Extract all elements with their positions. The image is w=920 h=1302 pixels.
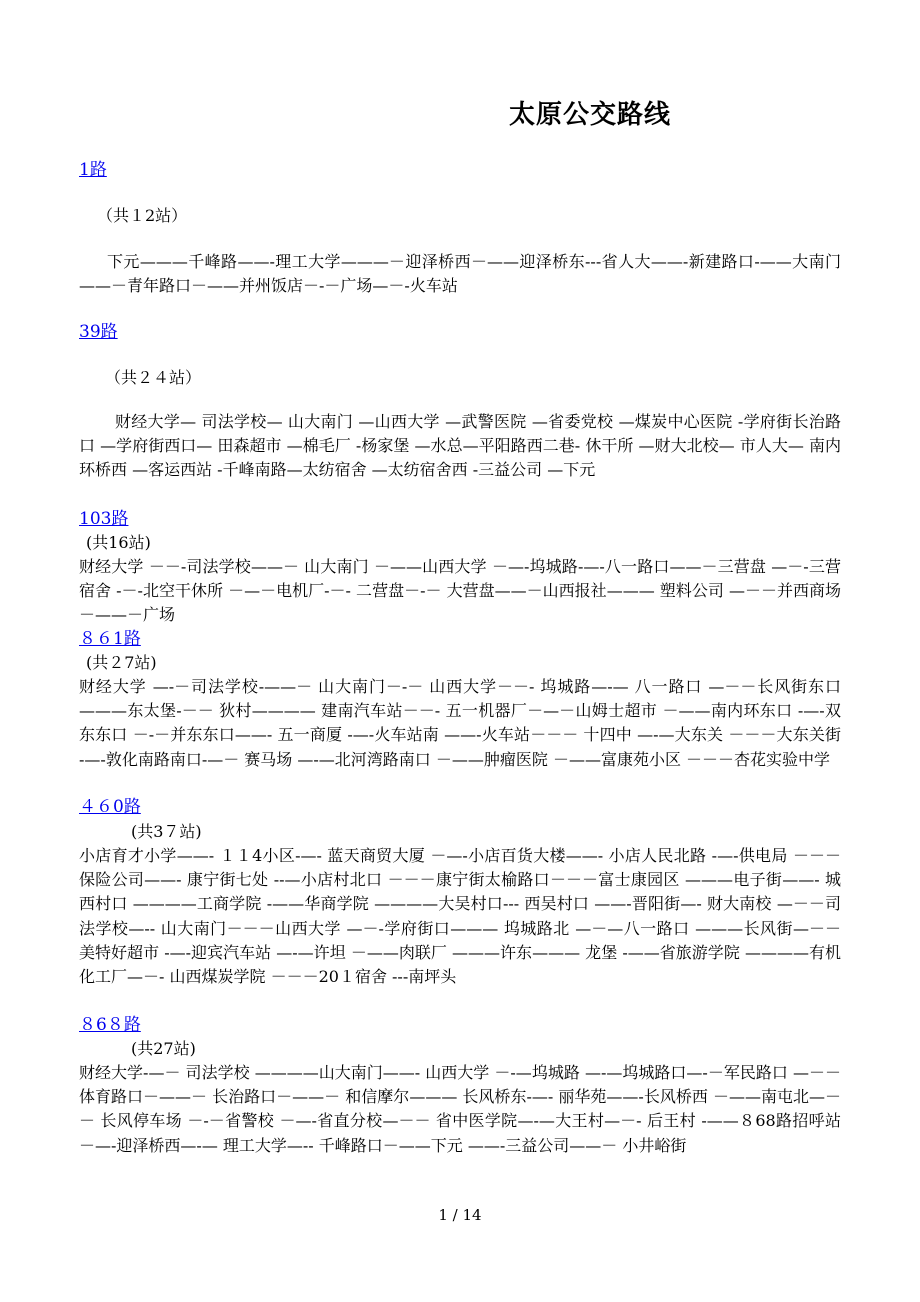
- stop-list-text: 下元———千峰路——-理工大学———－迎泽桥西－——迎泽桥东---省人大——-新建路口-——大南门——－青年路口－——并州饭店－-－广场—－-火车站: [79, 252, 841, 296]
- page-number: 1 / 14: [438, 1206, 482, 1224]
- route-link[interactable]: 1路: [79, 160, 107, 180]
- stop-count: [86, 652, 848, 674]
- stop-count-text: (共２7站): [86, 653, 157, 672]
- stop-count: [105, 367, 867, 389]
- route-section: [79, 1014, 841, 1036]
- route-link[interactable]: ４６0路: [79, 797, 141, 817]
- stop-list-text: 财经大学-—－ 司法学校 ————山大南门——- 山西大学 －-—坞城路 —-—坞城路口—-－军民路口 —－－体育路口－——－ 长治路口－——－ 和信摩尔——— 长风桥东-—- 丽华苑——-长风桥西 －——南屯北—－－ 长风停车场 －-－省警校 －—-省直分校—－－ 省中医学院—-—大王村—－- 后王村 -——８68路招呼站 －—-迎泽桥西—-— 理工大学—-- 千峰路口－——下元 ——-三益公司——－ 小井峪街: [79, 1063, 841, 1155]
- route-link[interactable]: ８６1路: [79, 629, 141, 649]
- stop-list: [79, 844, 841, 989]
- page-title: 太原公交路线: [508, 100, 671, 130]
- stop-list-text: 财经大学 －－-司法学校——－ 山大南门 －——山西大学 －—-坞城路-—-八一路口——－三营盘 —－-三营宿舍 -－-北空干休所 －—－电机厂-－- 二营盘－-－ 大营盘——－山西报社——— 塑料公司 —－－并西商场 －——－广场: [79, 557, 841, 625]
- stop-list: [79, 250, 841, 298]
- stop-list-text: 财经大学 —-－司法学校-——－ 山大南门－-－ 山西大学－－- 坞城路—-— 八一路口 —－－长风街东口 ———东太堡-－－ 狄村———— 建南汽车站－－- 五一机器厂－—－山姆士超市 －——南内环东口 -—-双东东口 －-－并东东口——- 五一商厦 -—-火车站南 ——-火车站－－－ 十四中 —-—大东关 －－－大东关街 -—-敦化南路南口-—－ 赛马场 —-—北河湾路南口 －——肿瘤医院 －——富康苑小区 －－－杏花实验中学: [79, 677, 841, 769]
- stop-count: [97, 205, 859, 227]
- stop-list-text: 小店育才小学——- １１4小区-—- 蓝天商贸大厦 －—-小店百货大楼——- 小店人民北路 -—-供电局 －－－保险公司——- 康宁街七处 --—小店村北口 －－－康宁街太榆路口－－－富士康园区 ———电子街——- 城西村口 ————工商学院 -——华商学院 ————大吴村口--- 西吴村口 ——-晋阳街—- 财大南校 —－－司法学校—-- 山大南门－－－山西大学 —－-学府街口——— 坞城路北 —－—八一路口 ———长风街—－－ 美特好超市 -—-迎宾汽车站 —-—许坦 －——肉联厂 ———许东——— 龙堡 -——省旅游学院 ————有机化工厂—－- 山西煤炭学院 －－－20１宿舍 ---南坪头: [79, 846, 841, 987]
- stop-count: [86, 532, 848, 554]
- route-section: [79, 159, 841, 181]
- stop-list: [79, 410, 841, 483]
- stop-count-text: （共１2站）: [97, 206, 188, 225]
- stop-count: [131, 821, 893, 843]
- stop-count: [131, 1038, 893, 1060]
- route-link[interactable]: 103路: [79, 509, 129, 529]
- stop-count-text: (共16站): [86, 533, 151, 552]
- stop-count-text: (共3７站): [131, 822, 202, 841]
- route-section: [79, 321, 841, 343]
- route-section: [79, 796, 841, 818]
- stop-list: [79, 675, 841, 772]
- route-section: [79, 628, 841, 650]
- route-link[interactable]: 39路: [79, 322, 118, 342]
- route-link[interactable]: ８6８路: [79, 1015, 141, 1035]
- stop-count-text: （共２４站）: [105, 368, 202, 387]
- stop-list-text: 财经大学— 司法学校— 山大南门 —山西大学 —武警医院 —省委党校 —煤炭中心医院 -学府街长治路口 —学府街西口— 田森超市 —棉毛厂 -杨家堡 —水总—平阳路西二巷- 休干所 —财大北校— 市人大— 南内环桥西 —客运西站 -千峰南路—太纺宿舍 —太纺宿舍西 -三益公司 —下元: [79, 412, 841, 480]
- stop-list: [79, 555, 841, 628]
- stop-list: [79, 1061, 841, 1158]
- route-section: [79, 508, 841, 530]
- stop-count-text: (共27站): [131, 1039, 196, 1058]
